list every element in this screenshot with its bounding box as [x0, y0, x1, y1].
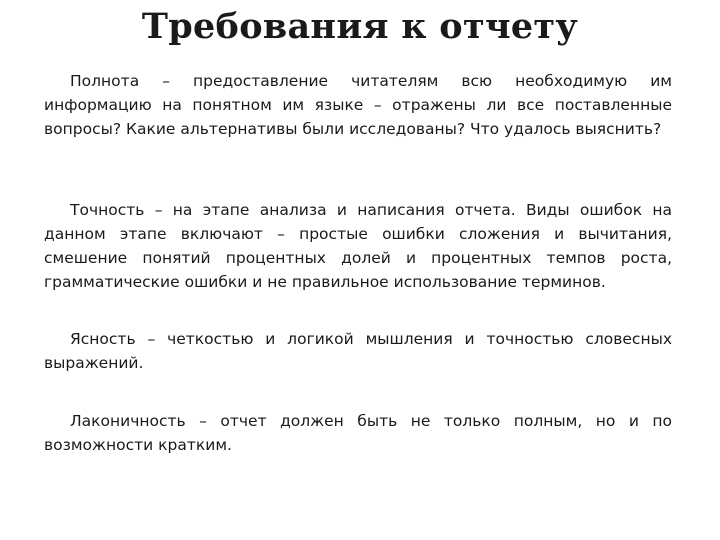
term-conciseness: Лаконичность	[70, 412, 186, 430]
paragraph-completeness	[44, 69, 672, 141]
paragraph-accuracy	[44, 198, 672, 294]
definition-clarity: – четкостью и логикой мышления и точностью словесных выражений.	[44, 330, 672, 372]
term-clarity: Ясность	[70, 330, 136, 348]
definition-completeness: – предоставление читателям всю необходимую им информацию на понятном им языке – отражены ли все поставленные вопросы? Какие альтернативы были исследованы? Что удалось выяснить?	[44, 72, 672, 138]
definition-conciseness: – отчет должен быть не только полным, но и по возможности кратким.	[44, 412, 672, 454]
definition-accuracy: – на этапе анализа и написания отчета. Виды ошибок на данном этапе включают – простые ошибки сложения и вычитания, смешение понятий процентных долей и процентных темпов роста, грамматические ошибки и не правильное использование терминов.	[44, 201, 672, 291]
slide-title: Требования к отчету	[141, 6, 579, 47]
paragraph-clarity	[44, 327, 672, 375]
term-accuracy: Точность	[70, 201, 145, 219]
paragraph-conciseness	[44, 409, 672, 457]
term-completeness: Полнота	[70, 72, 140, 90]
